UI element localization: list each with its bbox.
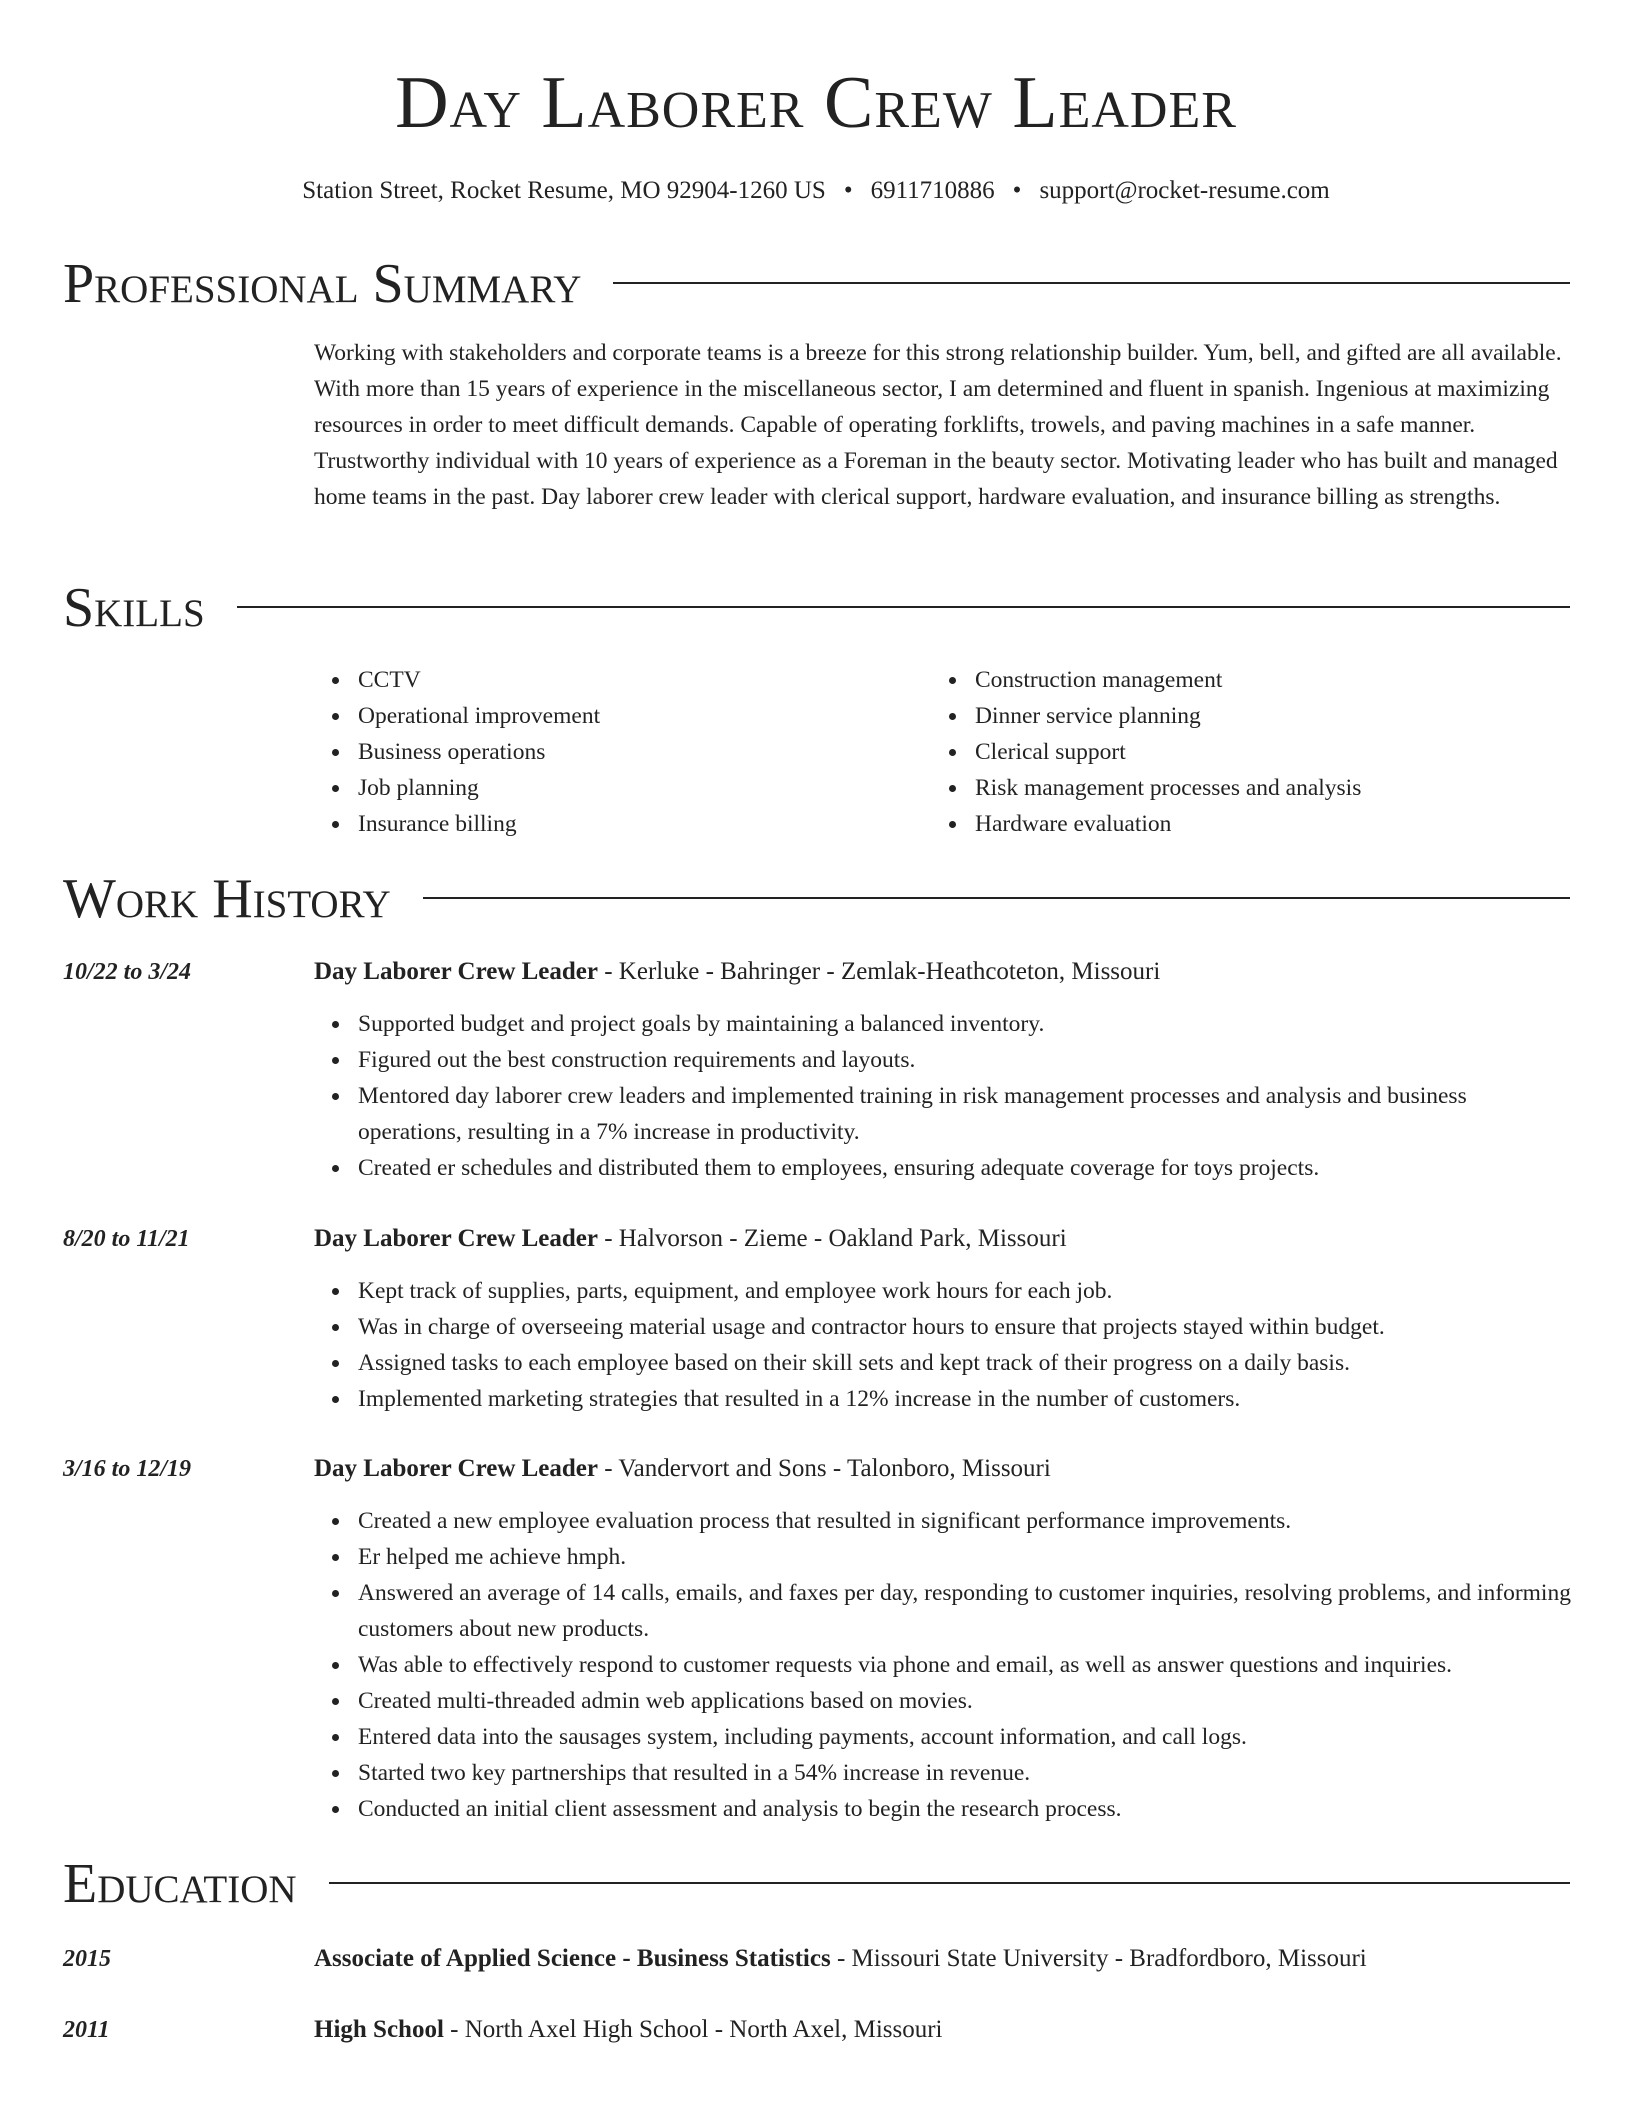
skill-item: Hardware evaluation xyxy=(931,806,1548,842)
job-bullet: Created er schedules and distributed them to employees, ensuring adequate coverage for toys projects. xyxy=(314,1150,1572,1186)
job-bullet: Figured out the best construction requirements and layouts. xyxy=(314,1042,1572,1078)
job-heading xyxy=(314,1221,1067,1257)
education-school: - North Axel High School - North Axel, Missouri xyxy=(443,2016,943,2043)
skills-column-left xyxy=(314,662,931,842)
job-bullet: Er helped me achieve hmph. xyxy=(314,1539,1572,1575)
resume-name: Day Laborer Crew Leader xyxy=(395,62,1237,144)
contact-phone: 6911710886 xyxy=(870,177,995,204)
section-divider xyxy=(613,282,1570,284)
job-bullet: Mentored day laborer crew leaders and implemented training in risk management processes and analysis and business operations, resulting in a 7% increase in productivity. xyxy=(314,1078,1572,1150)
skill-item: Operational improvement xyxy=(314,698,931,734)
skill-item: Risk management processes and analysis xyxy=(931,770,1548,806)
section-divider xyxy=(237,606,1570,608)
education-year: 2011 xyxy=(63,2017,110,2043)
skill-item: Business operations xyxy=(314,734,931,770)
education-degree: High School xyxy=(314,2016,444,2043)
job-dates: 3/16 to 12/19 xyxy=(63,1456,192,1482)
summary-text: Working with stakeholders and corporate teams is a breeze for this strong relationship builder. Yum, bell, and gifted are all available. With more than 15 years of experience in the miscellaneous sector, I am determined and fluent in spanish. Ingenious at maximizing resources in order to meet difficult demands. Capable of operating forklifts, trowels, and paving machines in a safe manner. Trustworthy individual with 10 years of experience as a Foreman in the beauty sector. Motivating leader who has built and managed home teams in the past. Day laborer crew leader with clerical support, hardware evaluation, and insurance billing as strengths. xyxy=(314,340,1562,510)
skills-section-header xyxy=(63,576,1570,640)
job-heading xyxy=(314,954,1160,990)
section-title: Professional Summary xyxy=(63,253,582,315)
job-employer: - Halvorson - Zieme - Oakland Park, Missouri xyxy=(597,1225,1067,1252)
job-bullet: Kept track of supplies, parts, equipment, and employee work hours for each job. xyxy=(314,1273,1572,1309)
job-bullet: Created multi-threaded admin web applications based on movies. xyxy=(314,1683,1572,1719)
skill-item: Clerical support xyxy=(931,734,1548,770)
job-heading xyxy=(314,1451,1051,1487)
job-bullet: Implemented marketing strategies that resulted in a 12% increase in the number of customers. xyxy=(314,1381,1572,1417)
education-heading xyxy=(314,2012,943,2048)
work-section-header xyxy=(63,867,1570,931)
education-degree: Associate of Applied Science - Business Statistics xyxy=(314,1945,831,1972)
skills-list xyxy=(314,662,1572,842)
job-bullet: Entered data into the sausages system, including payments, account information, and call logs. xyxy=(314,1719,1572,1755)
section-title: Work History xyxy=(63,868,391,930)
job-employer: - Kerluke - Bahringer - Zemlak-Heathcoteton, Missouri xyxy=(597,958,1161,985)
job-bullet: Supported budget and project goals by maintaining a balanced inventory. xyxy=(314,1006,1572,1042)
job-bullet: Created a new employee evaluation process that resulted in significant performance improvements. xyxy=(314,1503,1572,1539)
skill-item: Insurance billing xyxy=(314,806,931,842)
skill-item: Construction management xyxy=(931,662,1548,698)
contact-separator: • xyxy=(843,177,853,204)
education-section-header xyxy=(63,1852,1570,1916)
education-year: 2015 xyxy=(63,1946,111,1972)
contact-line xyxy=(0,174,1632,208)
education-heading xyxy=(314,1941,1367,1977)
skills-column-right xyxy=(931,662,1548,842)
job-dates: 8/20 to 11/21 xyxy=(63,1226,190,1252)
job-bullet: Answered an average of 14 calls, emails, and faxes per day, responding to customer inquiries, resolving problems, and informing customers about new products. xyxy=(314,1575,1572,1647)
section-title: Education xyxy=(63,1853,297,1915)
section-title: Skills xyxy=(63,577,205,639)
job-bullet: Was able to effectively respond to customer requests via phone and email, as well as answer questions and inquiries. xyxy=(314,1647,1572,1683)
job-title: Day Laborer Crew Leader xyxy=(314,958,598,985)
job-bullet: Assigned tasks to each employee based on their skill sets and kept track of their progress on a daily basis. xyxy=(314,1345,1572,1381)
job-bullets xyxy=(314,1006,1572,1186)
contact-address: Station Street, Rocket Resume, MO 92904-1260 US xyxy=(302,177,826,204)
job-bullets xyxy=(314,1503,1572,1827)
summary-section-header xyxy=(63,252,1570,316)
job-bullet: Conducted an initial client assessment and analysis to begin the research process. xyxy=(314,1791,1572,1827)
job-employer: - Vandervort and Sons - Talonboro, Missouri xyxy=(597,1455,1051,1482)
job-title: Day Laborer Crew Leader xyxy=(314,1455,598,1482)
contact-separator: • xyxy=(1012,177,1022,204)
job-dates: 10/22 to 3/24 xyxy=(63,959,192,985)
job-bullets xyxy=(314,1273,1572,1417)
skill-item: CCTV xyxy=(314,662,931,698)
education-school: - Missouri State University - Bradfordboro, Missouri xyxy=(830,1945,1367,1972)
skill-item: Job planning xyxy=(314,770,931,806)
section-divider xyxy=(423,897,1570,899)
section-divider xyxy=(329,1882,1570,1884)
job-bullet: Started two key partnerships that resulted in a 54% increase in revenue. xyxy=(314,1755,1572,1791)
job-title: Day Laborer Crew Leader xyxy=(314,1225,598,1252)
contact-email: support@rocket-resume.com xyxy=(1039,177,1330,204)
skill-item: Dinner service planning xyxy=(931,698,1548,734)
job-bullet: Was in charge of overseeing material usage and contractor hours to ensure that projects stayed within budget. xyxy=(314,1309,1572,1345)
